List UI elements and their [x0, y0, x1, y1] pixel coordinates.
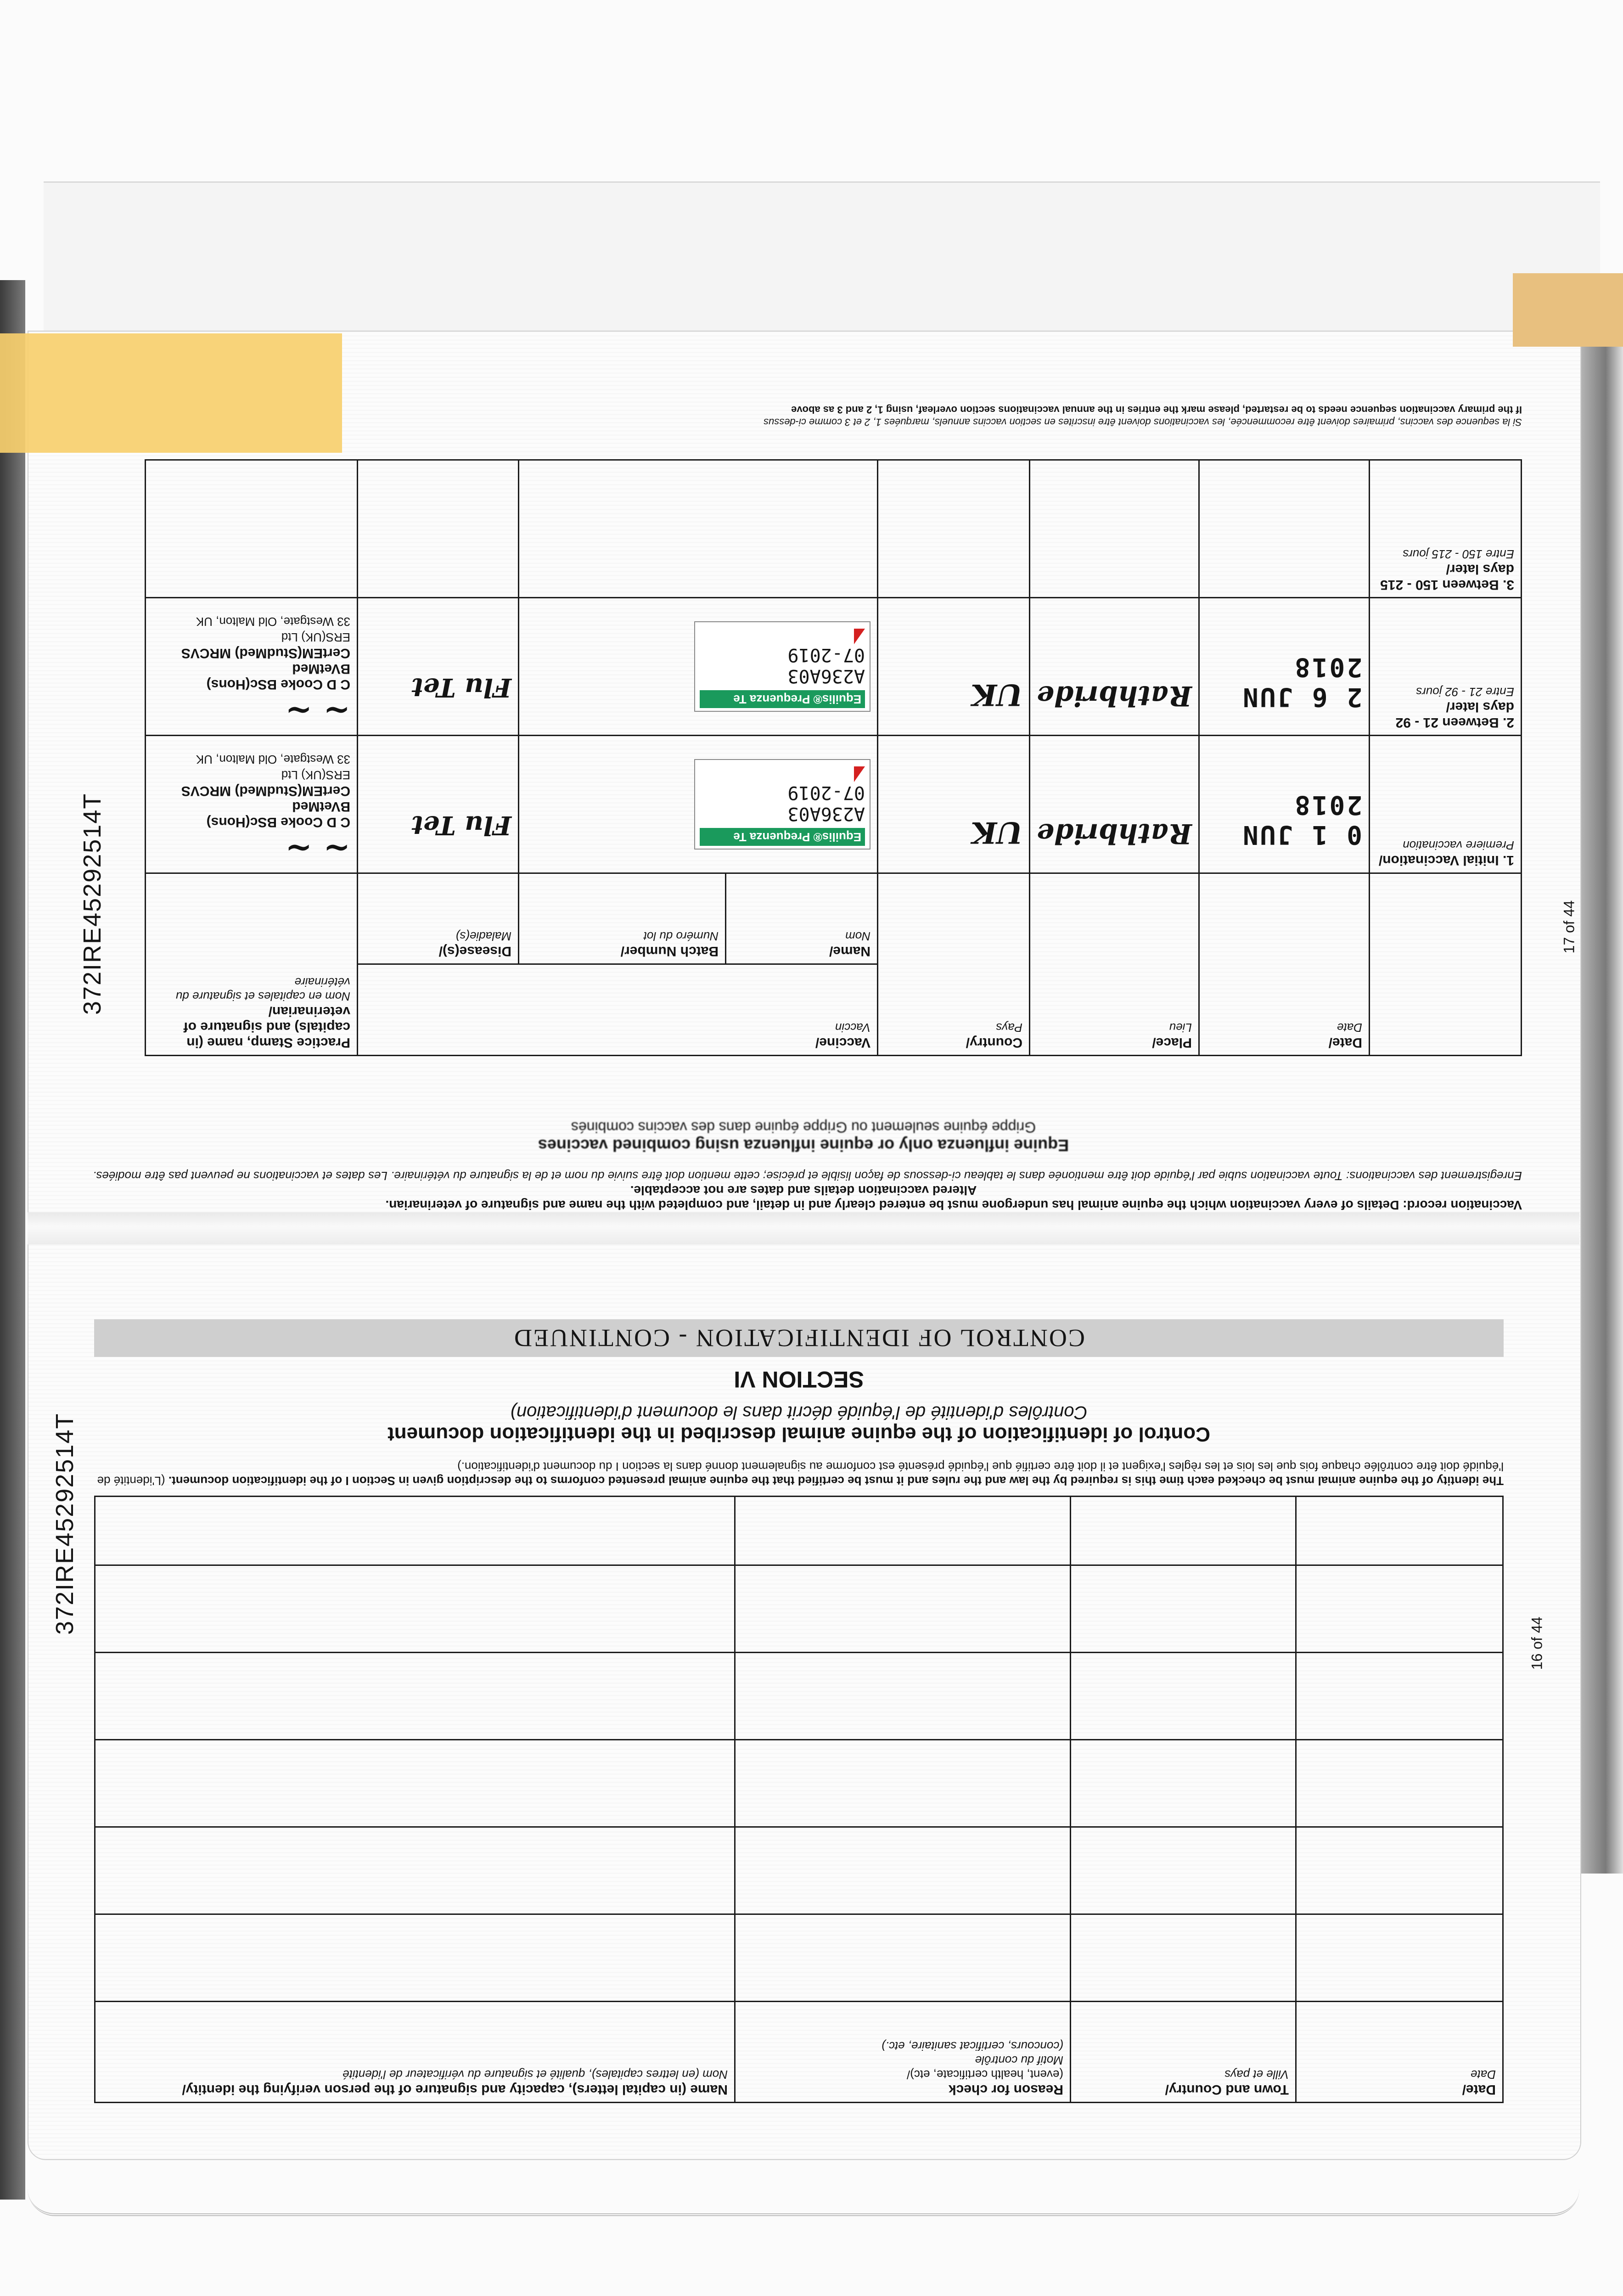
header-reason-fr-sub: (concours, certificat sanitaire, etc.) — [882, 2039, 1063, 2053]
table-cell — [735, 1827, 1071, 1914]
header-batch: Batch Number/ — [620, 944, 719, 959]
header-vaccine: Vaccine/ — [815, 1035, 871, 1050]
vet-name: C D Cooke BSc(Hons) BVetMed — [206, 799, 351, 830]
table-cell — [95, 1914, 735, 2002]
col-header-reason — [735, 2002, 1071, 2103]
header-reason: Reason for check — [948, 2082, 1063, 2097]
disease-handwritten: Flu Tet — [411, 810, 512, 840]
vet-signature: ~ ~ — [285, 830, 351, 868]
table-header-row — [146, 964, 1522, 1056]
table-cell — [1071, 1914, 1296, 2002]
restart-footnote-en: If the primary vaccination sequence needs to be restarted, please mark the entries in the annual vaccinations section overleaf, using 1, 2 and 3 as above — [791, 404, 1522, 416]
col-header-person — [95, 2002, 735, 2103]
vet-cell — [146, 460, 358, 598]
country-cell — [878, 598, 1030, 736]
header-name: Name/ — [829, 944, 871, 959]
batch-number: A236A03 — [787, 665, 865, 687]
header-disease: Disease(s)/ — [438, 944, 512, 959]
vaccine-sticker-cell — [519, 736, 878, 873]
vaccination-record-instruction: Vaccination record: Details of every vaccination which the equine animal has undergone must be entered clearly and in detail, and completed with the name and signature of veterinarian. — [385, 1198, 1522, 1212]
place-handwritten: Rathbride — [1037, 817, 1192, 850]
header-reason-sub: (event, health certificate, etc)/ — [906, 2068, 1063, 2082]
col-header-disease — [358, 873, 519, 965]
vaccination-record-altered: Altered vaccination details and dates are not acceptable. — [630, 1183, 977, 1198]
table-row — [95, 1827, 1503, 1914]
col-header-vet — [146, 873, 358, 1056]
sticker-brand: Equilis® Prequenza Te — [700, 690, 865, 708]
identity-table-header — [95, 2002, 1503, 2103]
place-cell — [1030, 460, 1199, 598]
sticker-brand: Equilis® Prequenza Te — [700, 828, 865, 846]
disease-cell — [358, 460, 519, 598]
disease-cell — [358, 736, 519, 873]
header-disease-fr: Maladie(s) — [455, 929, 512, 944]
col-header-row-label — [1370, 873, 1522, 1056]
vet-stamp — [152, 614, 350, 692]
place-cell — [1030, 736, 1199, 873]
page17-heading — [85, 1061, 1522, 1212]
table-cell — [95, 1740, 735, 1827]
expiry-date: 07-2019 — [787, 782, 865, 803]
place-handwritten: Rathbride — [1037, 680, 1192, 712]
table-cell — [1071, 1565, 1296, 1653]
table-cell — [95, 1565, 735, 1653]
row-label-cell — [1370, 736, 1522, 873]
identification-heading-block — [94, 1319, 1504, 1488]
vaccination-row-2 — [146, 598, 1522, 736]
table-cell — [1071, 1740, 1296, 1827]
table-cell — [1296, 1827, 1503, 1914]
table-cell — [1071, 1653, 1296, 1740]
disease-cell — [358, 598, 519, 736]
row-label-fr: Entre 150 - 215 jours — [1403, 547, 1514, 561]
date-stamp: 2 6 JUN 2018 — [1241, 652, 1362, 712]
batch-number: A236A03 — [787, 803, 865, 824]
sticker-red-mark — [854, 629, 865, 644]
header-town: Town and Country/ — [1165, 2082, 1289, 2097]
vaccination-row-1 — [146, 736, 1522, 873]
header-reason-fr: Motif du contrôle — [975, 2054, 1063, 2067]
page-number-16: 16 of 44 — [1528, 1616, 1545, 1670]
vaccine-sticker-cell — [519, 598, 878, 736]
binder-edge — [0, 280, 25, 2200]
vaccination-record-fr: Enregistrement des vaccinations: Toute vaccination subie par l'équide doit être mentionée dans le tableau ci-dessous de façon lisible et précise; cette mention doit être suivie du nom et de la signature du vétérinaire. Les dates et vaccinations ne peuvent pas être modiées. — [93, 1169, 1522, 1183]
date-cell — [1199, 736, 1370, 873]
country-cell — [878, 736, 1030, 873]
col-header-name — [726, 873, 878, 965]
identity-check-table — [94, 1496, 1504, 2103]
vet-stamp — [152, 752, 350, 830]
page-17 — [85, 404, 1522, 1056]
vet-cert: CertEM(StudMed) MRCVS — [181, 783, 351, 799]
header-date: Date/ — [1328, 1035, 1362, 1050]
row-label-cell — [1370, 460, 1522, 598]
col-header-vaccine — [358, 964, 878, 1056]
header-vet-fr: Nom en capitales et signature du vétérinaire — [175, 975, 351, 1003]
header-date: Date/ — [1462, 2082, 1496, 2097]
table-row — [95, 1740, 1503, 1827]
table-cell — [95, 1827, 735, 1914]
cover-edge — [1579, 331, 1623, 1874]
vet-cell — [146, 736, 358, 873]
sticker-red-mark — [854, 766, 865, 782]
col-header-place — [1030, 873, 1199, 1056]
col-header-date — [1199, 873, 1370, 1056]
section-banner: CONTROL OF IDENTIFICATION - CONTINUED — [94, 1319, 1504, 1357]
table-row — [95, 1914, 1503, 2002]
col-header-country — [878, 873, 1030, 1056]
table-cell — [735, 1565, 1071, 1653]
row-label: 1. Initial Vaccination/ — [1378, 853, 1514, 868]
country-handwritten: UK — [971, 677, 1023, 712]
table-cell — [1296, 1653, 1503, 1740]
table-cell — [95, 1497, 735, 1565]
page-16 — [67, 1231, 1504, 2103]
vet-name: C D Cooke BSc(Hons) BVetMed — [206, 661, 351, 692]
table-cell — [1296, 1497, 1503, 1565]
header-vaccine-fr: Vaccin — [835, 1021, 871, 1035]
vaccine-sticker — [694, 759, 870, 850]
restart-footnote-fr: Si la sequence des vaccins, primaires doivent être recommencée, les vaccinations doivent être inscrites en section vaccins annuels, marquées 1, 2 et 3 comme ci-dessus — [763, 416, 1522, 428]
section-label: SECTION VI — [734, 1367, 864, 1392]
tape-right — [1513, 273, 1623, 347]
vet-practice: ERS(UK) Ltd — [281, 630, 351, 644]
header-date-fr: Date — [1337, 1021, 1362, 1035]
header-town-fr: Ville et pays — [1224, 2068, 1289, 2082]
document-id-upper: 372IRE45292514T — [79, 793, 106, 1015]
vet-practice: ERS(UK) Ltd — [281, 768, 351, 782]
booklet-bottom-edge — [28, 2158, 1579, 2216]
date-cell — [1199, 460, 1370, 598]
vet-address: 33 Westgate, Old Malton, UK — [196, 615, 351, 629]
col-header-batch — [519, 873, 726, 965]
header-country-fr: Pays — [996, 1021, 1023, 1035]
header-batch-fr: Numéro du lot — [643, 929, 719, 944]
expiry-date: 07-2019 — [787, 644, 865, 665]
table-cell — [735, 1914, 1071, 2002]
identification-intro — [94, 1459, 1504, 1488]
table-row — [95, 1565, 1503, 1653]
identification-intro-fr: (L'identité de l'équidé doit être contrôlée chaque fois que les lois et les règles l'exigent et il doit être certifié que l'équidé présenté est conforme au signalement donné dans la section I du document d'identification.) — [97, 1460, 1504, 1488]
header-place-fr: Lieu — [1169, 1021, 1192, 1035]
country-cell — [878, 460, 1030, 598]
disease-handwritten: Flu Tet — [411, 672, 512, 703]
table-cell — [1071, 1497, 1296, 1565]
table-cell — [1071, 1827, 1296, 1914]
vaccine-sticker-cell — [519, 460, 878, 598]
row-label-cell — [1370, 598, 1522, 736]
header-place: Place/ — [1152, 1035, 1192, 1050]
header-person-fr: Nom (en lettres capitales), qualité et signature du vérificateur de l'identité — [343, 2068, 728, 2082]
table-cell — [1296, 1914, 1503, 2002]
vet-signature: ~ ~ — [285, 692, 351, 730]
header-name-fr: Nom — [845, 929, 871, 944]
table-cell — [95, 1653, 735, 1740]
table-cell — [1296, 1740, 1503, 1827]
identification-title-fr: Contrôles d'identité de l'équidé décrit dans le document d'identification) — [510, 1402, 1088, 1423]
table-row — [95, 1497, 1503, 1565]
vaccination-row-3 — [146, 460, 1522, 598]
table-cell — [735, 1740, 1071, 1827]
equine-influenza-title: Equine influenza only or equine influenza using combined vaccines — [538, 1136, 1069, 1155]
header-vet: Practice Stamp, name (in capitals) and signature of veterinarian/ — [183, 1004, 351, 1050]
identification-intro-en: The identity of the equine animal must be checked each time this is required by the law and the rules and it must be certified that the equine animal presented conforms to the description given in Section I of the identification document. — [168, 1474, 1504, 1488]
table-cell — [735, 1497, 1071, 1565]
date-cell — [1199, 598, 1370, 736]
table-cell — [735, 1653, 1071, 1740]
vet-cert: CertEM(StudMed) MRCVS — [181, 646, 351, 661]
header-date-fr: Date — [1471, 2068, 1496, 2082]
header-person: Name (in capital letters), capacity and signature of the person verifying the identity/ — [182, 2082, 728, 2097]
country-handwritten: UK — [971, 815, 1023, 850]
vet-cell — [146, 598, 358, 736]
place-cell — [1030, 598, 1199, 736]
document-id-lower: 372IRE45292514T — [51, 1412, 79, 1635]
col-header-town — [1071, 2002, 1296, 2103]
header-country: Country/ — [966, 1035, 1023, 1050]
equine-influenza-title-fr: Grippe équine seulement ou Grippe équine dans des vaccins combinés — [571, 1119, 1036, 1136]
row-label: 3. Between 150 - 215 days later/ — [1380, 562, 1514, 592]
vaccine-sticker — [694, 621, 870, 712]
vaccination-table — [145, 459, 1522, 1056]
vet-address: 33 Westgate, Old Malton, UK — [196, 753, 351, 766]
col-header-date — [1296, 2002, 1503, 2103]
date-stamp: 0 1 JUN 2018 — [1241, 790, 1362, 850]
row-label-fr: Entre 21 - 92 jours — [1416, 685, 1514, 699]
identification-title: Control of identification of the equine animal described in the identification document — [387, 1423, 1210, 1446]
row-label: 2. Between 21 - 92 days later/ — [1395, 699, 1514, 730]
row-label-fr: Premiere vaccination — [1403, 838, 1514, 852]
table-row — [95, 1653, 1503, 1740]
page-number-17: 17 of 44 — [1561, 900, 1578, 954]
table-cell — [1296, 1565, 1503, 1653]
